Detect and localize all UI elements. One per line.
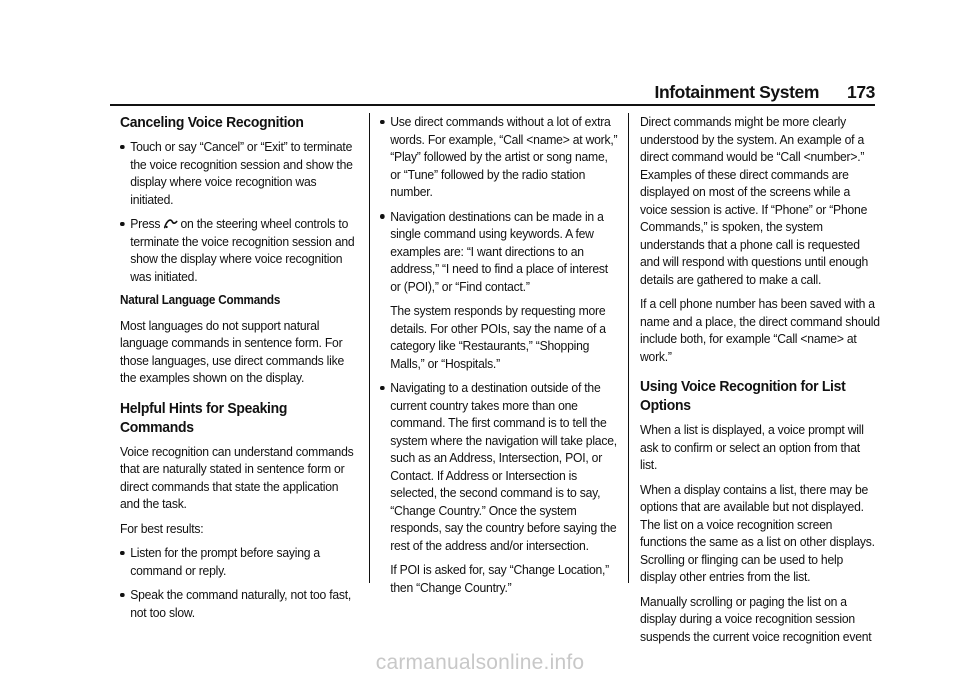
heading-helpful-hints: Helpful Hints for Speaking Commands [120,399,288,436]
subheading-natural-language: Natural Language Commands [120,293,281,307]
list-item-text: Press [130,216,161,231]
heading-canceling-voice-recognition: Canceling Voice Recognition [120,114,304,131]
section-title: Infotainment System [654,82,819,102]
page-header [654,82,875,103]
paragraph: If a cell phone number has been saved with a name and a place, the direct command should include both, for example “Call <name> at work.” [640,296,880,364]
best-results-list [120,544,360,621]
paragraph: When a list is displayed, a voice prompt will ask to confirm or select an option from that list. [640,422,864,472]
list-item: Listen for the prompt before saying a command or reply. [120,544,360,579]
list-item [120,215,360,285]
paragraph: When a display contains a list, there may be options that are available but not displayed. The list on a voice recognition screen functions the same as a list on other displays. Scrolling or flinging can be used to help display other entries from the list. [640,481,875,584]
paragraph: Voice recognition can understand commands that are naturally stated in sentence form or direct commands that state the application and the task. [120,443,354,511]
column-divider-2 [628,113,629,583]
column-3 [640,113,880,652]
column-divider-1 [369,113,370,583]
list-item: Navigation destinations can be made in a single command using keywords. A few examples are: “I want directions to an address,” “I need to find a place of interest or (POI),” or “Find contact.” [380,208,620,296]
column-2 [380,113,620,603]
paragraph: Most languages do not support natural language commands in sentence form. For those languages, use direct commands like the examples shown on the display. [120,317,344,385]
list-item: Touch or say “Cancel” or “Exit” to terminate the voice recognition session and show the display where voice recognition was initiated. [120,138,360,208]
paragraph: For best results: [120,520,204,536]
header-rule [110,104,875,106]
paragraph: If POI is asked for, say “Change Location,” then “Change Country.” [390,562,610,595]
column-1 [120,113,360,628]
heading-list-options: Using Voice Recognition for List Options [640,378,846,414]
watermark: carmanualsonline.info [375,651,585,674]
paragraph: The system responds by requesting more details. For other POIs, say the name of a category like “Restaurants,” “Shopping Malls,” or “Hospitals.” [390,303,606,371]
list-item-text: on the steering wheel controls to terminate the voice recognition session and show the display where voice recognition was initiated. [130,216,355,284]
page-number: 173 [847,82,875,102]
list-item: Speak the command naturally, not too fast, not too slow. [120,586,360,621]
tips-list [380,113,620,295]
steering-wheel-voice-icon [163,216,177,227]
paragraph: Manually scrolling or paging the list on a display during a voice recognition session suspends the current voice recognition event [640,593,872,644]
cancel-list [120,138,360,285]
list-item: Navigating to a destination outside of the current country takes more than one command. The first command is to tell the system where the navigation will take place, such as an Address, Intersection, POI, or Contact. If Address or Intersection is selected, the second command is to say, “Change Country.” Once the system responds, say the country before saying the rest of the address and/or intersection. [380,379,620,554]
paragraph: Direct commands might be more clearly understood by the system. An example of a direct command would be “Call <number>.” Examples of these direct commands are displayed on most of the screens while a voice session is active. If “Phone” or “Phone Commands,” is spoken, the system understands that a phone call is requested and will respond with questions until enough details are gathered to make a call. [640,114,869,287]
tips-list-2 [380,379,620,554]
list-item: Use direct commands without a lot of extra words. For example, “Call <name> at work,” “Play” followed by the artist or song name, or “Tune” followed by the radio station number. [380,113,620,201]
